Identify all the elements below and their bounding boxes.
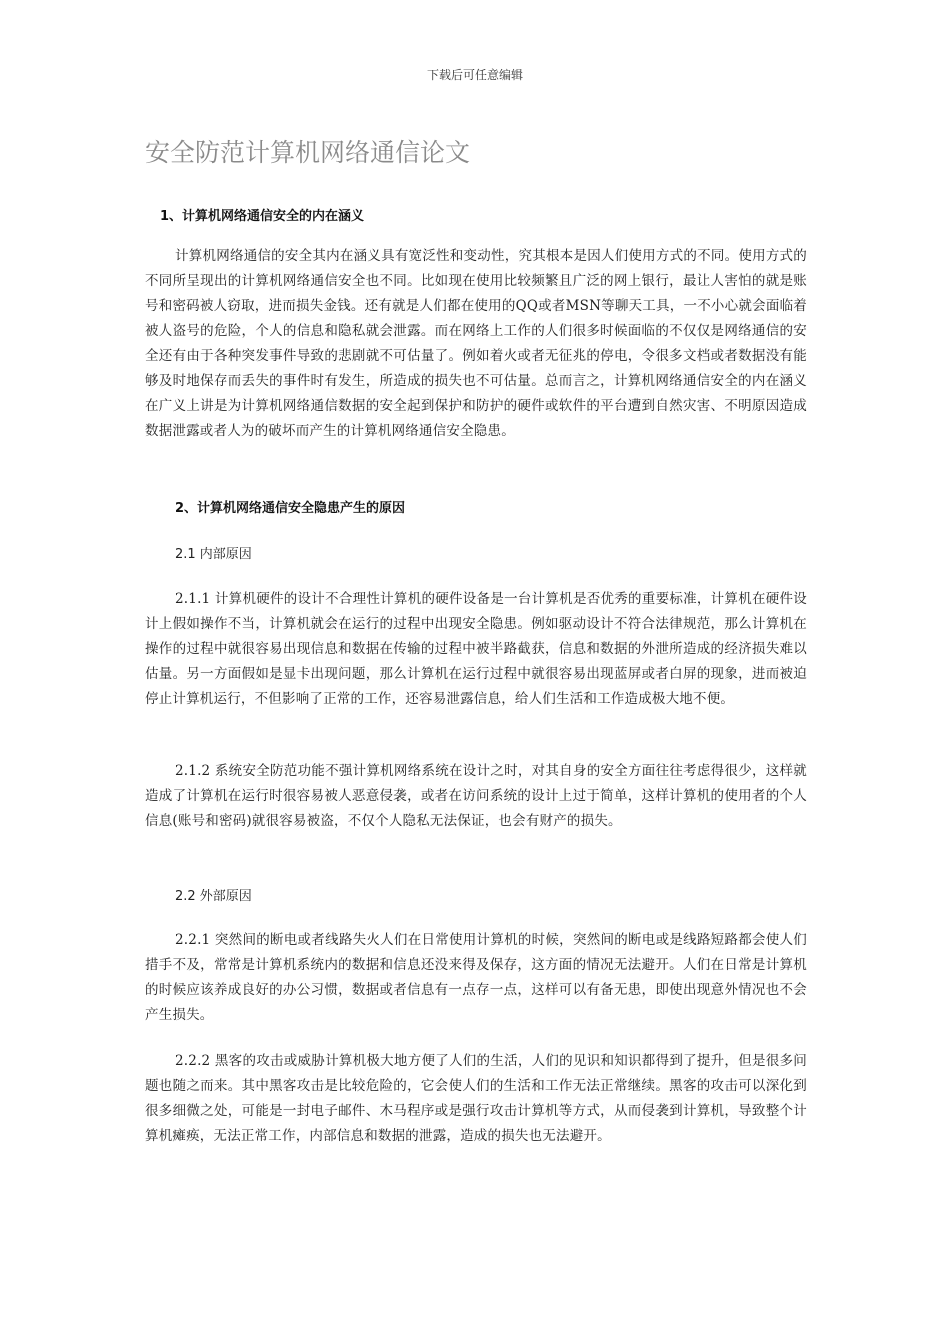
section-2-1-heading: 2.1 内部原因 — [175, 547, 252, 562]
header-note: 下载后可任意编辑 — [426, 68, 523, 82]
document-title: 安全防范计算机网络通信论文 — [145, 138, 471, 167]
section-1-paragraph: 计算机网络通信的安全其内在涵义具有宽泛性和变动性，究其根本是因人们使用方式的不同。使用方式的不同所呈现出的计算机网络通信安全也不同。比如现在使用比较频繁且广泛的网上银行，最让人害怕的就是账号和密码被人窃取，进而损失金钱。还有就是人们都在使用的QQ或者MSN等聊天工具，一不小心就会面临着被人盗号的危险，个人的信息和隐私就会泄露。而在网络上工作的人们很多时候面临的不仅仅是网络通信的安全还有由于各种突发事件导致的悲剧就不可估量了。例如着火或者无征兆的停电，令很多文档或者数据没有能够及时地保存而丢失的事件时有发生，所造成的损失也不可估量。总而言之，计算机网络通信安全的内在涵义在广义上讲是为计算机网络通信数据的安全起到保护和防护的硬件或软件的平台遭到自然灾害、不明原因造成数据泄露或者人为的破坏而产生的计算机网络通信安全隐患。 — [145, 248, 807, 439]
section-2-1-2-paragraph: 2.1.2 系统安全防范功能不强计算机网络系统在设计之时，对其自身的安全方面往往考虑得很少，这样就造成了计算机在运行时很容易被人恶意侵袭，或者在访问系统的设计上过于简单，这样计算机的使用者的个人信息(账号和密码)就很容易被盗，不仅个人隐私无法保证，也会有财产的损失。 — [145, 763, 807, 829]
section-2-heading: 2、计算机网络通信安全隐患产生的原因 — [175, 501, 406, 516]
section-2-1-1-paragraph: 2.1.1 计算机硬件的设计不合理性计算机的硬件设备是一台计算机是否优秀的重要标准，计算机在硬件设计上假如操作不当，计算机就会在运行的过程中出现安全隐患。例如驱动设计不符合法律规范，那么计算机在操作的过程中就很容易出现信息和数据在传输的过程中被半路截获，信息和数据的外泄所造成的经济损失难以估量。另一方面假如是显卡出现问题，那么计算机在运行过程中就很容易出现蓝屏或者白屏的现象，进而被迫停止计算机运行，不但影响了正常的工作，还容易泄露信息，给人们生活和工作造成极大地不便。 — [145, 591, 807, 707]
section-2-2-1-paragraph: 2.2.1 突然间的断电或者线路失火人们在日常使用计算机的时候，突然间的断电或是线路短路都会使人们措手不及，常常是计算机系统内的数据和信息还没来得及保存，这方面的情况无法避开。人们在日常是计算机的时候应该养成良好的办公习惯，数据或者信息有一点存一点，这样可以有备无患，即使出现意外情况也不会产生损失。 — [145, 932, 807, 1023]
section-1-heading: 1、计算机网络通信安全的内在涵义 — [160, 209, 365, 224]
section-2-2-2-paragraph: 2.2.2 黑客的攻击或威胁计算机极大地方便了人们的生活，人们的见识和知识都得到了提升，但是很多问题也随之而来。其中黑客攻击是比较危险的，它会使人们的生活和工作无法正常继续。黑客的攻击可以深化到很多细微之处，可能是一封电子邮件、木马程序或是强行攻击计算机等方式，从而侵袭到计算机，导致整个计算机瘫痪，无法正常工作，内部信息和数据的泄露，造成的损失也无法避开。 — [145, 1053, 807, 1144]
section-2-2-heading: 2.2 外部原因 — [175, 889, 252, 904]
